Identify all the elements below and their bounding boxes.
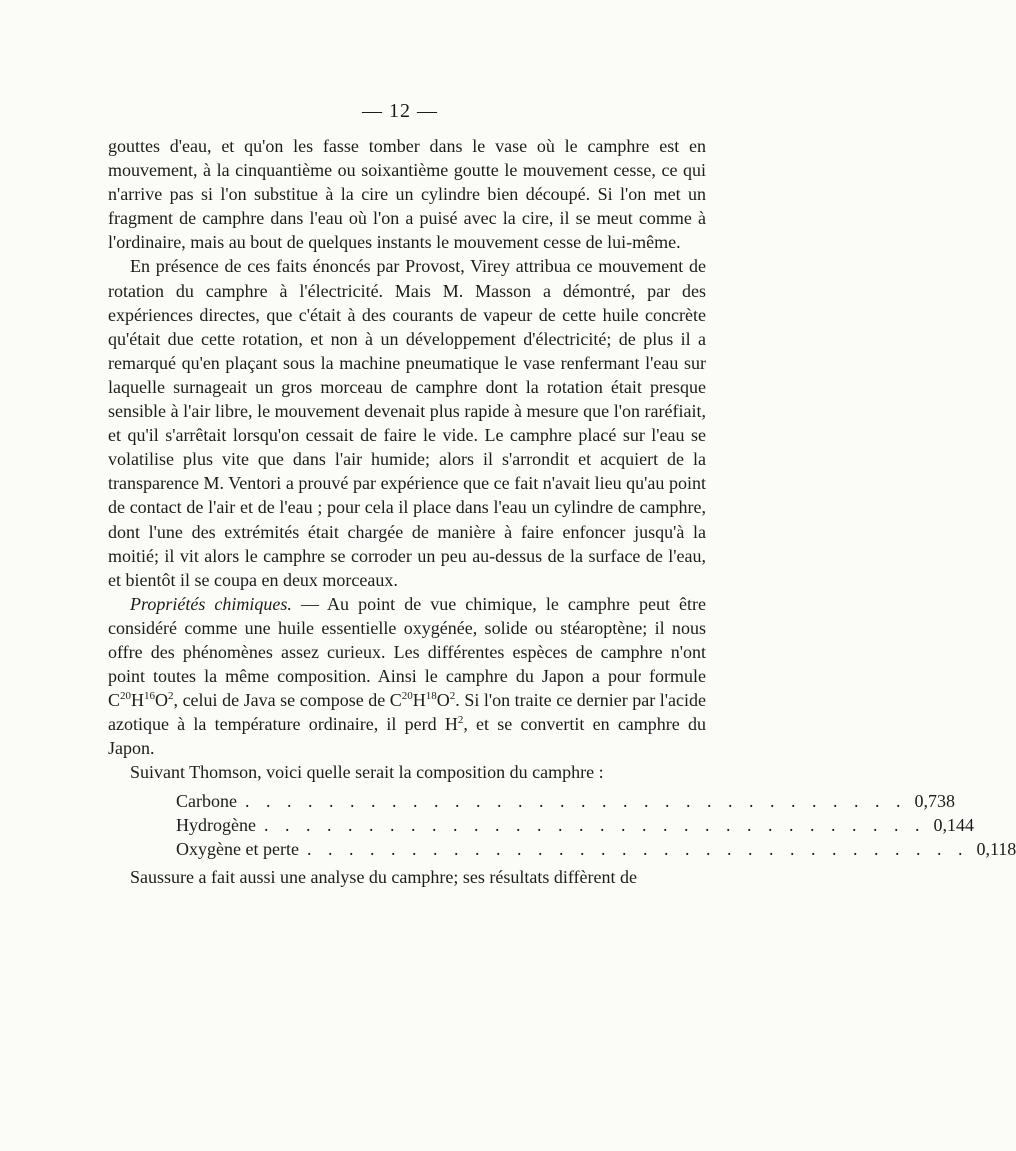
composition-row — [176, 789, 955, 813]
composition-value: 0,144 — [933, 814, 974, 835]
text-segment: O — [155, 690, 169, 711]
superscript: 2 — [449, 690, 456, 703]
composition-row — [176, 813, 974, 837]
superscript: 20 — [401, 690, 413, 703]
leader-dots: . . . . . . . . . . . . . . . . . . . . . . . . . . . . . . . . — [306, 838, 969, 859]
composition-label: Oxygène et perte — [176, 838, 299, 859]
composition-label: Carbone — [176, 790, 237, 811]
paragraph-4: Suivant Thomson, voici quelle serait la composition du camphre : — [130, 762, 604, 783]
superscript: 2 — [168, 690, 174, 703]
text-segment: — Au point de vue chimique, le camphre peut être considéré comme une huile essentielle oxygénée, solide ou stéaroptène; il nous offre des phénomènes assez curieux. Les différentes espèces de camphre n'ont point toutes la même composition. Ainsi le camphre du Japon a pour formule C — [108, 593, 706, 711]
body-text — [108, 134, 1016, 889]
paragraph-3 — [108, 592, 706, 761]
page-number: — 12 — — [362, 100, 438, 122]
text-segment: , celui de Java se compose de C — [173, 690, 402, 711]
paragraph-2: En présence de ces faits énoncés par Provost, Virey attribua ce mouvement de rotation du camphre à l'électricité. Mais M. Masson a démontré, par des expériences directes, que c'était à des courants de vapeur de cette huile concrète qu'était due cette rotation, et non à un développement d'électricité; de plus il a remarqué qu'en plaçant sous la machine pneumatique le vase renfermant l'eau sur laquelle surnageait un gros morceau de camphre dont la rotation était presque sensible à l'air libre, le mouvement devenait plus rapide à mesure que l'on raréfiait, et qu'il s'arrêtait lorsqu'on cessait de faire le vide. Le camphre placé sur l'eau se volatilise plus vite que dans l'air humide; alors il s'arrondit et acquiert de la transparence M. Ventori a prouvé par expérience que ce fait n'avait lieu qu'au point de contact de l'air et de l'eau ; pour cela il place dans l'eau un cylindre de camphre, dont l'une des extrémités était chargée de manière à faire enfoncer jusqu'à la moitié; il vit alors le camphre se corroder un peu au-dessus de la surface de l'eau, et bientôt il se coupa en deux morceaux. — [108, 256, 706, 590]
section-heading-chemical-properties: Propriétés chimiques. — [130, 593, 292, 614]
superscript: 20 — [120, 690, 132, 703]
composition-row — [176, 837, 1016, 861]
composition-label: Hydrogène — [176, 814, 256, 835]
text-segment: O — [436, 690, 450, 711]
superscript: 2 — [457, 714, 464, 727]
composition-value: 0,118 — [976, 838, 1016, 859]
paragraph-5: Saussure a fait aussi une analyse du camphre; ses résultats diffèrent de — [130, 866, 638, 887]
text-segment: . Si l'on traite ce dernier par l'acide azotique à la température ordinaire, il perd H — [108, 690, 706, 735]
leader-dots: . . . . . . . . . . . . . . . . . . . . . . . . . . . . . . . . — [244, 790, 907, 811]
text-segment: H — [131, 690, 145, 711]
text-segment: , et se convertit en camphre du Japon. — [108, 714, 706, 759]
paragraph-1: gouttes d'eau, et qu'on les fasse tomber dans le vase où le camphre est en mouvement, à la cinquantième ou soixantième goutte le mouvement cesse, ce qui n'arrive pas si l'on substitue à la cire un cylindre bien découpé. Si l'on met un fragment de camphre dans l'eau où l'on a puisé avec la cire, il se meut comme à l'ordinaire, mais au bout de quelques instants le mouvement cesse de lui-même. — [108, 136, 706, 253]
leader-dots: . . . . . . . . . . . . . . . . . . . . . . . . . . . . . . . . — [263, 814, 926, 835]
text-segment: H — [412, 690, 426, 711]
superscript: 18 — [425, 690, 437, 703]
superscript: 16 — [144, 690, 156, 703]
composition-table — [176, 789, 1016, 861]
composition-value: 0,738 — [914, 790, 955, 811]
